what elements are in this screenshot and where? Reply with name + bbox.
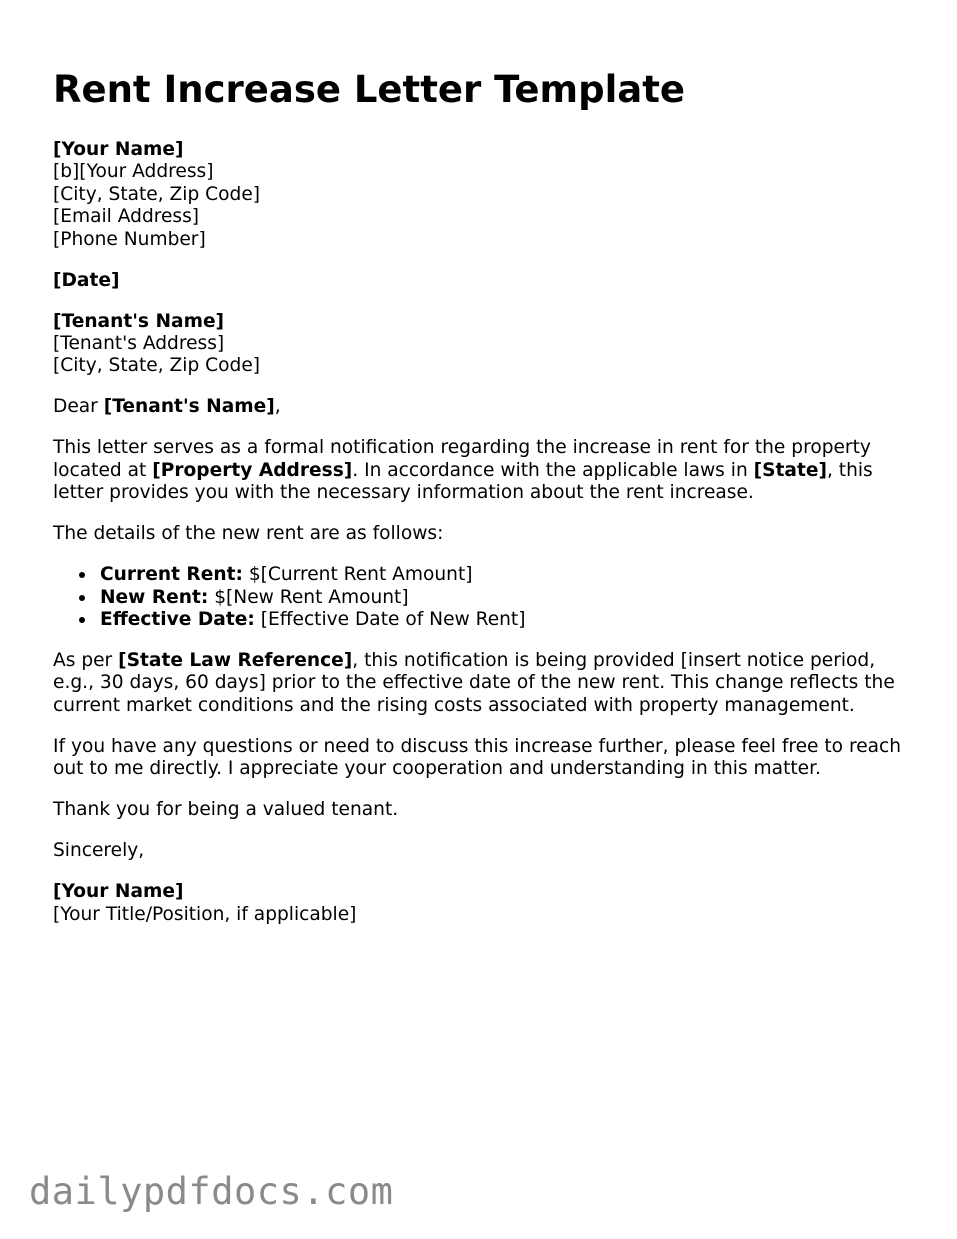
questions-paragraph: If you have any questions or need to discuss this increase further, please feel free to reach out to me directly. I appreciate your cooperation and understanding in this matter. [53, 735, 902, 780]
page-title: Rent Increase Letter Template [53, 68, 685, 111]
signature-title: [Your Title/Position, if applicable] [53, 903, 357, 925]
tenant-block [53, 311, 913, 378]
intro-text-3: , this letter provides you with the necessary information about the rent increase. [53, 459, 873, 504]
state-law-reference: [State Law Reference] [118, 650, 353, 672]
law-paragraph [53, 650, 913, 717]
detail-label: New Rent: [100, 586, 209, 608]
signature-block [53, 881, 913, 926]
law-text: , this notification is being provided [insert notice period, e.g., 30 days, 60 days] prior to the effective date of the new rent. This change reflects the current market conditions and the rising costs associated with property management. [53, 650, 895, 716]
list-item [100, 587, 913, 609]
closing: Sincerely, [53, 840, 145, 862]
date-block [53, 270, 913, 292]
detail-value: $[Current Rent Amount] [242, 564, 473, 586]
sender-block [53, 139, 913, 251]
tenant-address: [Tenant's Address] [53, 333, 225, 355]
intro-text-1: This letter serves as a formal notification regarding the increase in rent for the property located at [53, 437, 871, 481]
salutation-suffix: , [274, 396, 281, 418]
sender-address: [b][Your Address] [53, 161, 214, 183]
thanks-paragraph: Thank you for being a valued tenant. [53, 799, 399, 821]
detail-label: Current Rent: [100, 564, 243, 586]
sender-name: [Your Name] [53, 139, 184, 160]
intro-paragraph [53, 437, 913, 504]
watermark: dailypdfdocs.com [29, 1170, 394, 1213]
rent-details-list [53, 564, 913, 631]
tenant-name: [Tenant's Name] [53, 310, 225, 332]
letter-document [53, 62, 913, 926]
sender-city-state-zip: [City, State, Zip Code] [53, 183, 261, 205]
list-item [100, 564, 913, 586]
sender-email: [Email Address] [53, 206, 200, 228]
property-address: [Property Address] [152, 459, 353, 481]
sender-phone: [Phone Number] [53, 228, 206, 250]
signature-name: [Your Name] [53, 881, 184, 903]
detail-value: [Effective Date of New Rent] [254, 609, 526, 631]
tenant-city-state-zip: [City, State, Zip Code] [53, 355, 261, 377]
intro-text-2: . In accordance with the applicable laws in [352, 459, 754, 481]
list-item [100, 609, 913, 631]
letter-date: [Date] [53, 269, 120, 291]
detail-label: Effective Date: [100, 609, 255, 631]
law-prefix: As per [53, 650, 119, 672]
salutation [53, 396, 913, 418]
salutation-name: [Tenant's Name] [103, 396, 275, 418]
state-name: [State] [753, 459, 827, 481]
salutation-prefix: Dear [53, 396, 104, 418]
detail-value: $[New Rent Amount] [208, 586, 409, 608]
details-intro: The details of the new rent are as follows: [53, 523, 444, 545]
